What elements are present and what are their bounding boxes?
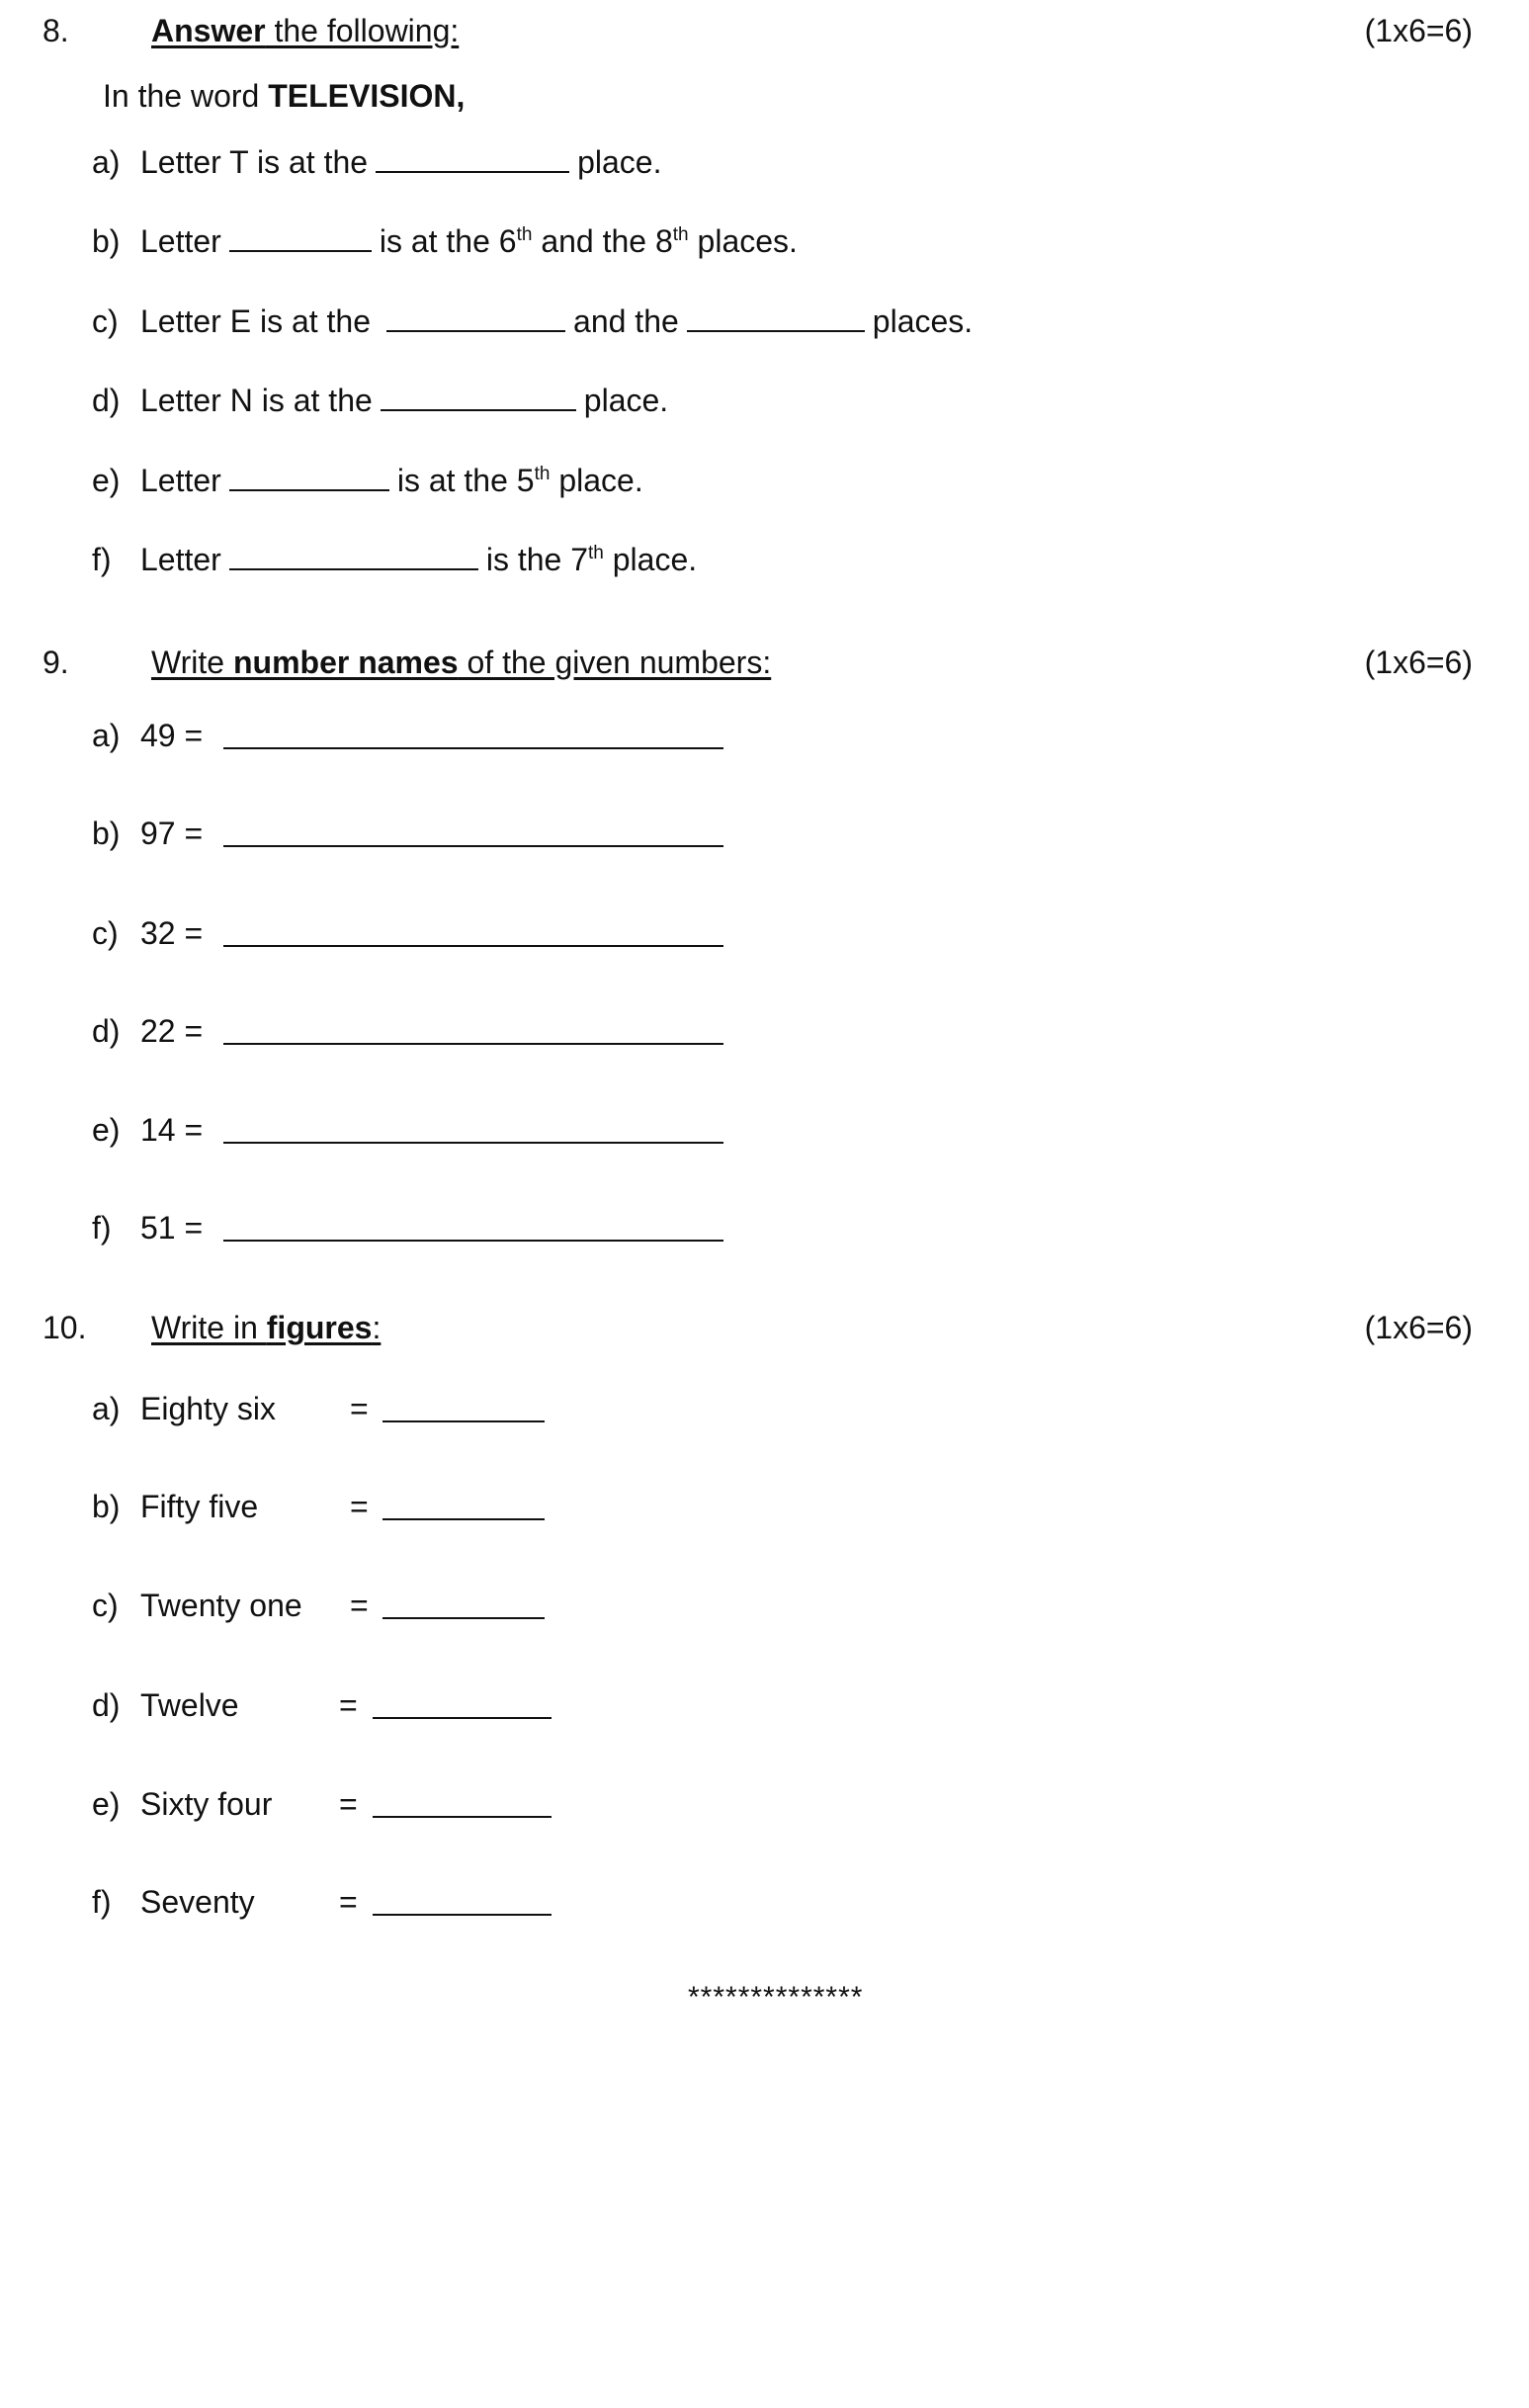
answer-blank[interactable] xyxy=(382,1518,545,1520)
question-title xyxy=(151,11,459,50)
superscript: th xyxy=(534,464,551,484)
answer-blank[interactable] xyxy=(382,1617,545,1619)
title-bold: figures xyxy=(266,1310,373,1345)
answer-blank[interactable] xyxy=(223,747,723,749)
item-label: e) xyxy=(92,1112,121,1148)
item-label: c) xyxy=(92,915,119,951)
answer-blank[interactable] xyxy=(376,143,569,173)
answer-blank[interactable] xyxy=(229,541,478,570)
title-pre: Write in xyxy=(151,1310,267,1345)
item-text: is at the 5 xyxy=(396,463,535,498)
equals-sign: = xyxy=(339,1884,358,1920)
item-text: 32 = xyxy=(140,915,204,951)
item-text: Fifty five xyxy=(140,1489,259,1524)
item-text: Letter E is at the xyxy=(140,303,372,339)
equals-sign: = xyxy=(350,1588,369,1623)
answer-blank[interactable] xyxy=(229,222,372,252)
item-label: b) xyxy=(92,1489,121,1524)
question-number: 8. xyxy=(42,13,69,48)
item-text: Sixty four xyxy=(140,1786,273,1822)
item-text: and the 8 xyxy=(532,223,673,259)
question-number: 9. xyxy=(42,645,69,680)
item-text: 22 = xyxy=(140,1013,204,1049)
item-text: Letter xyxy=(140,463,221,498)
item-label: e) xyxy=(92,1786,121,1822)
item-label: f) xyxy=(92,542,112,577)
item-text: Twenty one xyxy=(140,1588,302,1623)
answer-blank[interactable] xyxy=(229,462,389,491)
item-label: f) xyxy=(92,1884,112,1920)
answer-blank[interactable] xyxy=(373,1717,552,1719)
superscript: th xyxy=(672,224,689,245)
marks: (1x6=6) xyxy=(1364,1310,1473,1345)
answer-blank[interactable] xyxy=(223,1240,723,1242)
item-label: a) xyxy=(92,144,121,180)
item-label: c) xyxy=(92,303,119,339)
marks: (1x6=6) xyxy=(1364,13,1473,48)
superscript: th xyxy=(516,224,533,245)
title-rest: : xyxy=(372,1310,382,1345)
marks: (1x6=6) xyxy=(1364,645,1473,680)
title-rest: the following: xyxy=(265,13,460,48)
item-label: d) xyxy=(92,383,121,418)
item-text: place. xyxy=(603,542,698,577)
question-title xyxy=(151,643,771,682)
item-text: places. xyxy=(872,303,974,339)
item-text: 14 = xyxy=(140,1112,204,1148)
item-text: is the 7 xyxy=(485,542,588,577)
title-bold: Answer xyxy=(151,13,266,48)
item-text: places. xyxy=(688,223,798,259)
answer-blank[interactable] xyxy=(223,845,723,847)
item-text: Letter xyxy=(140,542,221,577)
answer-blank[interactable] xyxy=(223,1142,723,1144)
item-text: place. xyxy=(577,144,662,180)
superscript: th xyxy=(588,543,604,563)
end-marker: ************** xyxy=(688,1981,864,2014)
answer-blank[interactable] xyxy=(223,945,723,947)
item-text: is at the 6 xyxy=(379,223,517,259)
item-text: Letter xyxy=(140,223,221,259)
question-number: 10. xyxy=(42,1310,87,1345)
answer-blank[interactable] xyxy=(382,1420,545,1422)
item-label: f) xyxy=(92,1210,112,1246)
equals-sign: = xyxy=(350,1391,369,1426)
answer-blank[interactable] xyxy=(373,1914,552,1916)
question-title xyxy=(151,1308,381,1347)
item-text: Letter T is at the xyxy=(140,144,369,180)
title-rest: of the given numbers: xyxy=(458,645,772,680)
answer-blank[interactable] xyxy=(373,1816,552,1818)
item-text: place. xyxy=(550,463,643,498)
answer-blank[interactable] xyxy=(381,382,576,411)
item-text: Seventy xyxy=(140,1884,255,1920)
answer-blank[interactable] xyxy=(386,302,565,332)
item-label: e) xyxy=(92,463,121,498)
title-pre: Write xyxy=(151,645,233,680)
item-label: c) xyxy=(92,1588,119,1623)
answer-blank[interactable] xyxy=(223,1043,723,1045)
intro-text: In the word xyxy=(103,78,269,114)
item-label: a) xyxy=(92,718,121,753)
equals-sign: = xyxy=(350,1489,369,1524)
item-text: 97 = xyxy=(140,816,204,851)
item-text: 49 = xyxy=(140,718,204,753)
equals-sign: = xyxy=(339,1786,358,1822)
item-text: place. xyxy=(583,383,669,418)
q8-intro xyxy=(103,76,465,116)
item-label: d) xyxy=(92,1687,121,1723)
intro-word: TELEVISION, xyxy=(268,78,466,114)
item-label: a) xyxy=(92,1391,121,1426)
item-text: 51 = xyxy=(140,1210,204,1246)
item-label: b) xyxy=(92,816,121,851)
item-text: Eighty six xyxy=(140,1391,276,1426)
answer-blank[interactable] xyxy=(687,302,865,332)
equals-sign: = xyxy=(339,1687,358,1723)
item-text: Twelve xyxy=(140,1687,239,1723)
item-label: b) xyxy=(92,223,121,259)
title-bold: number names xyxy=(232,645,459,680)
item-label: d) xyxy=(92,1013,121,1049)
item-text: Letter N is at the xyxy=(140,383,373,418)
item-text: and the xyxy=(573,303,679,339)
